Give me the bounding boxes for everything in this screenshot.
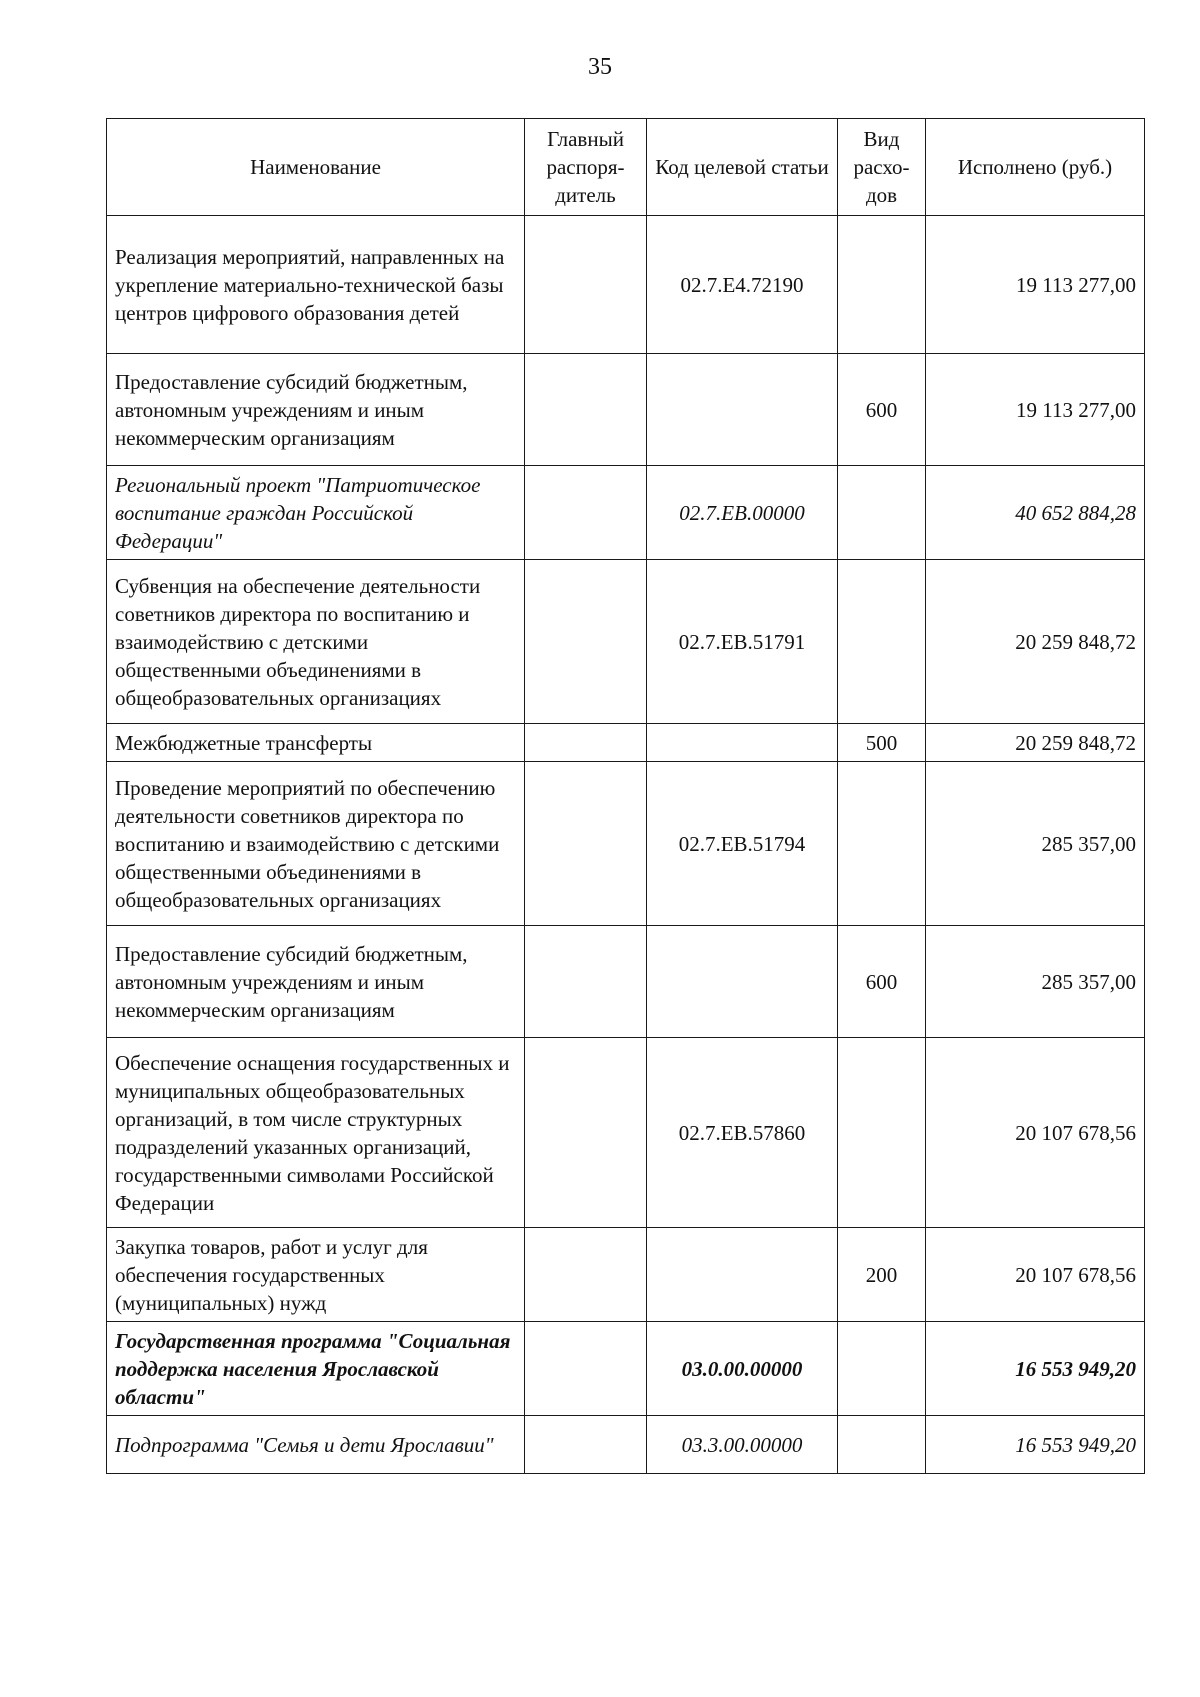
row-name-cell: Субвенция на обеспечение деятельности советников директора по воспитанию и взаимодействию с детскими общественными объединениями в общеобразовательных организациях: [107, 560, 525, 724]
row-expense-type-cell: [838, 1416, 926, 1474]
table-row: [107, 560, 1145, 724]
row-executed-cell: 285 357,00: [926, 762, 1145, 926]
row-target-code-cell: 02.7.EB.00000: [647, 466, 838, 560]
row-name-cell: Проведение мероприятий по обеспечению деятельности советников директора по воспитанию и взаимодействию с детскими общественными объединениями в общеобразовательных организациях: [107, 762, 525, 926]
row-expense-type-cell: 500: [838, 724, 926, 762]
row-expense-type-cell: [838, 762, 926, 926]
row-target-code-cell: [647, 354, 838, 466]
row-executed-cell: 19 113 277,00: [926, 354, 1145, 466]
row-target-code-cell: [647, 926, 838, 1038]
table-row: [107, 926, 1145, 1038]
row-main-manager-cell: [525, 1228, 647, 1322]
row-main-manager-cell: [525, 1322, 647, 1416]
row-expense-type-cell: [838, 216, 926, 354]
row-executed-cell: 16 553 949,20: [926, 1416, 1145, 1474]
table-row: [107, 1038, 1145, 1228]
row-target-code-cell: [647, 1228, 838, 1322]
row-executed-cell: 20 107 678,56: [926, 1228, 1145, 1322]
row-main-manager-cell: [525, 1416, 647, 1474]
row-name-cell: Обеспечение оснащения государственных и муниципальных общеобразовательных организаций, в том числе структурных подразделений указанных организаций, государственными символами Российской Федерации: [107, 1038, 525, 1228]
table-row: [107, 216, 1145, 354]
row-main-manager-cell: [525, 1038, 647, 1228]
row-name-cell: Региональный проект "Патриотическое воспитание граждан Российской Федерации": [107, 466, 525, 560]
row-target-code-cell: 03.0.00.00000: [647, 1322, 838, 1416]
table-row: [107, 1228, 1145, 1322]
row-expense-type-cell: 600: [838, 354, 926, 466]
table-row: [107, 466, 1145, 560]
row-main-manager-cell: [525, 762, 647, 926]
header-name: Наименование: [107, 119, 525, 216]
row-name-cell: Предоставление субсидий бюджетным, автономным учреждениям и иным некоммерческим организациям: [107, 926, 525, 1038]
header-main-manager: Главный распоря-дитель: [525, 119, 647, 216]
table-header-row: [107, 119, 1145, 216]
row-name-cell: Предоставление субсидий бюджетным, автономным учреждениям и иным некоммерческим организациям: [107, 354, 525, 466]
row-name-cell: Закупка товаров, работ и услуг для обеспечения государственных (муниципальных) нужд: [107, 1228, 525, 1322]
header-target-code: Код целевой статьи: [647, 119, 838, 216]
table-row: [107, 1416, 1145, 1474]
row-target-code-cell: 02.7.E4.72190: [647, 216, 838, 354]
row-target-code-cell: 02.7.EB.51794: [647, 762, 838, 926]
row-executed-cell: 19 113 277,00: [926, 216, 1145, 354]
budget-table: [106, 118, 1145, 1474]
table-row: [107, 1322, 1145, 1416]
row-executed-cell: 20 259 848,72: [926, 560, 1145, 724]
row-name-cell: Государственная программа "Социальная поддержка населения Ярославской области": [107, 1322, 525, 1416]
header-executed: Исполнено (руб.): [926, 119, 1145, 216]
row-main-manager-cell: [525, 560, 647, 724]
page-number: 35: [588, 54, 612, 80]
row-expense-type-cell: 200: [838, 1228, 926, 1322]
row-expense-type-cell: [838, 560, 926, 724]
row-main-manager-cell: [525, 926, 647, 1038]
row-target-code-cell: 02.7.EB.57860: [647, 1038, 838, 1228]
row-expense-type-cell: 600: [838, 926, 926, 1038]
row-target-code-cell: [647, 724, 838, 762]
row-name-cell: Межбюджетные трансферты: [107, 724, 525, 762]
header-expense-type: Вид расхо-дов: [838, 119, 926, 216]
table-row: [107, 762, 1145, 926]
row-name-cell: Реализация мероприятий, направленных на укрепление материально-технической базы центров цифрового образования детей: [107, 216, 525, 354]
row-expense-type-cell: [838, 1038, 926, 1228]
row-expense-type-cell: [838, 466, 926, 560]
row-main-manager-cell: [525, 216, 647, 354]
row-target-code-cell: 02.7.EB.51791: [647, 560, 838, 724]
row-main-manager-cell: [525, 466, 647, 560]
row-executed-cell: 20 259 848,72: [926, 724, 1145, 762]
row-main-manager-cell: [525, 724, 647, 762]
row-main-manager-cell: [525, 354, 647, 466]
row-executed-cell: 285 357,00: [926, 926, 1145, 1038]
row-executed-cell: 40 652 884,28: [926, 466, 1145, 560]
row-name-cell: Подпрограмма "Семья и дети Ярославии": [107, 1416, 525, 1474]
table-row: [107, 354, 1145, 466]
row-executed-cell: 16 553 949,20: [926, 1322, 1145, 1416]
table-row: [107, 724, 1145, 762]
row-target-code-cell: 03.3.00.00000: [647, 1416, 838, 1474]
row-expense-type-cell: [838, 1322, 926, 1416]
row-executed-cell: 20 107 678,56: [926, 1038, 1145, 1228]
